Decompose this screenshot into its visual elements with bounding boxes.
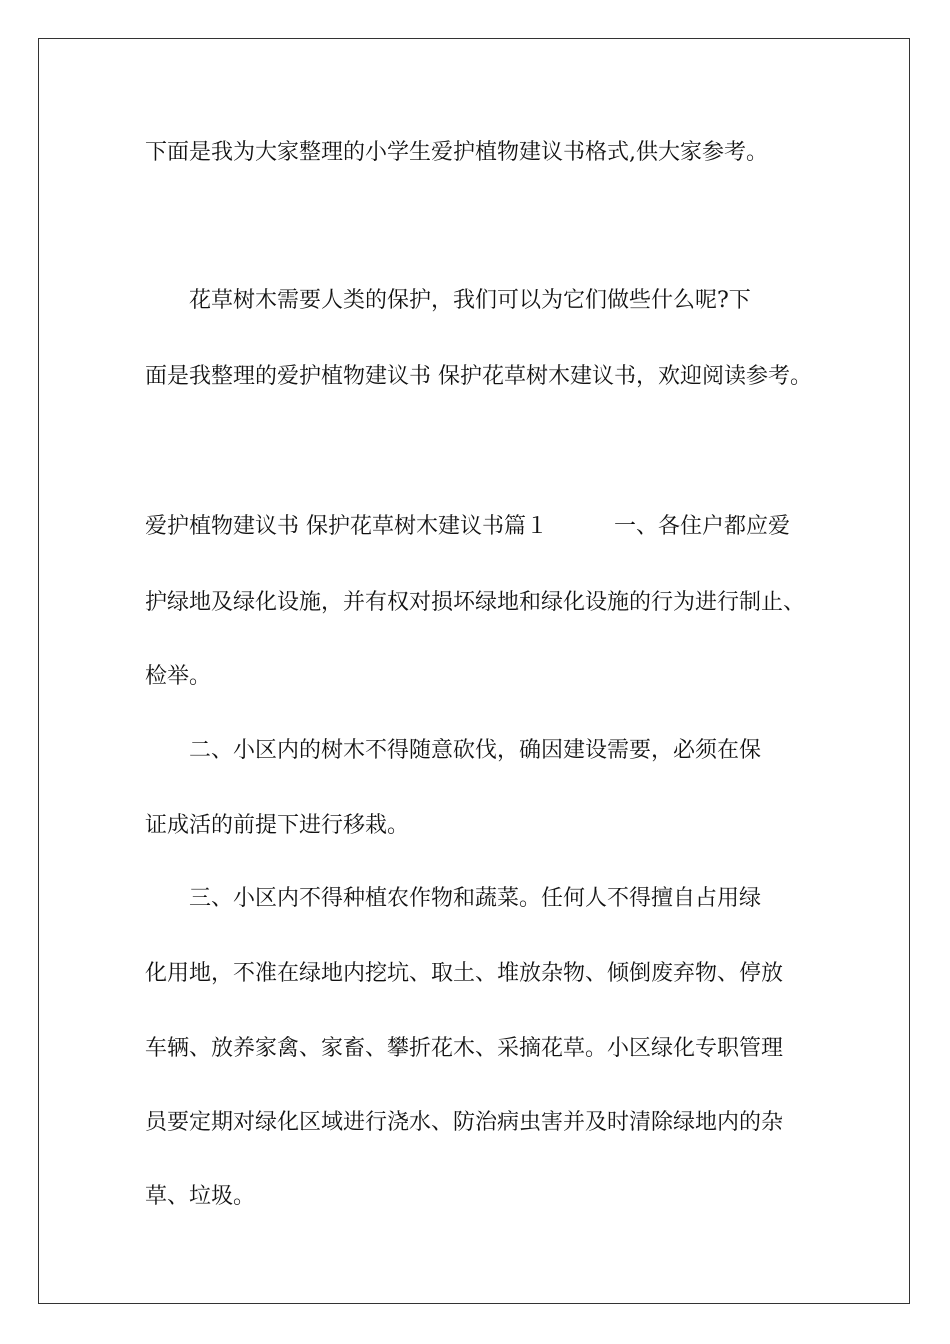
intro-line: 下面是我为大家整理的小学生爱护植物建议书格式,供大家参考。 — [145, 140, 768, 165]
paragraph-line: 员要定期对绿化区域进行浇水、防治病虫害并及时清除绿地内的杂 — [145, 1110, 784, 1135]
section-heading-line: 爱护植物建议书 保护花草树木建议书篇１ 一、各住户都应爱 — [145, 514, 790, 539]
paragraph-line: 三、小区内不得种植农作物和蔬菜。任何人不得擅自占用绿 — [145, 886, 762, 911]
paragraph-line: 护绿地及绿化设施，并有权对损坏绿地和绿化设施的行为进行制止、 — [145, 590, 806, 615]
paragraph-line: 证成活的前提下进行移栽。 — [145, 813, 410, 838]
paragraph-line: 化用地，不准在绿地内挖坑、取土、堆放杂物、倾倒废弃物、停放 — [145, 961, 784, 986]
paragraph-line: 花草树木需要人类的保护，我们可以为它们做些什么呢?下 — [145, 288, 751, 313]
paragraph-line: 面是我整理的爱护植物建议书 保护花草树木建议书，欢迎阅读参考。 — [145, 364, 812, 389]
paragraph-line: 草、垃圾。 — [145, 1184, 256, 1209]
paragraph-line: 车辆、放养家禽、家畜、攀折花木、采摘花草。小区绿化专职管理 — [145, 1036, 784, 1061]
paragraph-line: 二、小区内的树木不得随意砍伐，确因建设需要，必须在保 — [145, 738, 762, 763]
paragraph-line: 检举。 — [145, 664, 212, 689]
